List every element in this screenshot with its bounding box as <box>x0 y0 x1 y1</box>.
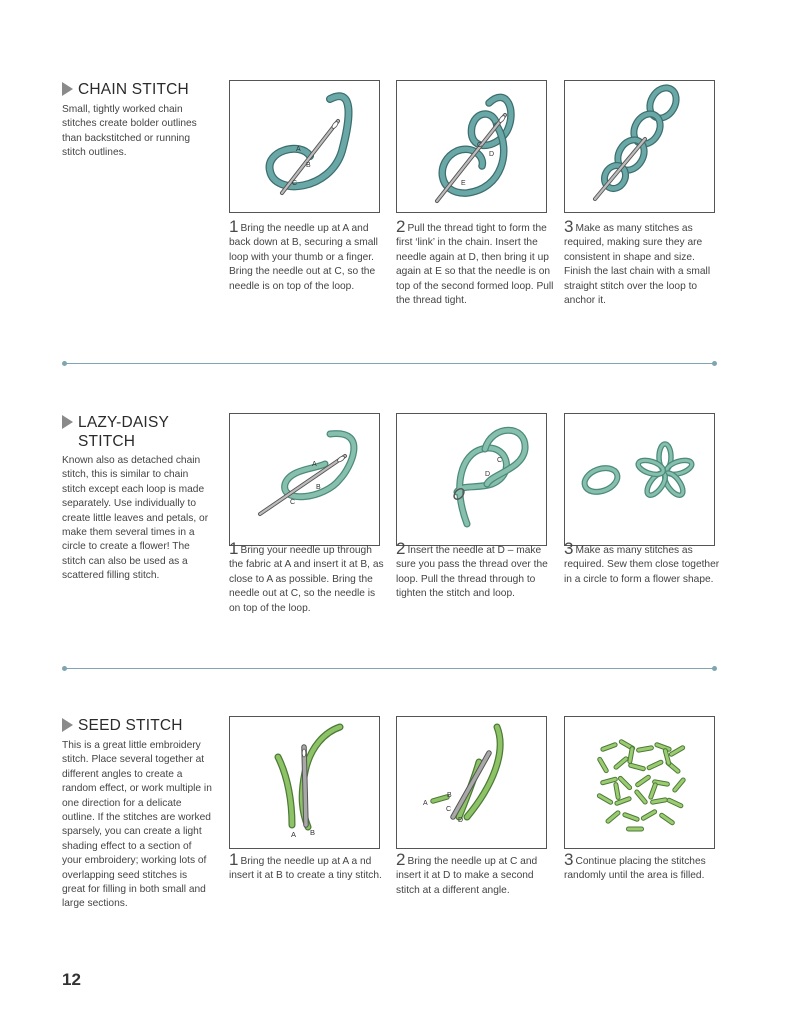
point-label-e: E <box>461 180 466 187</box>
point-label-a: A <box>312 461 317 468</box>
chain-step-2-drawing <box>397 81 548 214</box>
daisy-step-1-text <box>229 539 387 616</box>
step-number: 2 <box>396 217 406 236</box>
point-label-a: A <box>423 800 428 807</box>
seed-step-1-text <box>229 850 387 884</box>
seed-stitch <box>657 745 669 749</box>
daisy-step-3-drawing <box>565 414 716 547</box>
chain-step-1-text <box>229 217 387 294</box>
point-label-d: D <box>489 151 495 158</box>
point-label-c: C <box>290 499 296 506</box>
chain-step-1-drawing <box>230 81 381 214</box>
step-description: Bring the needle up at C and insert it at D to make a second stitch at a different angle. <box>396 856 538 896</box>
section-intro: Known also as detached chain stitch, this is similar to chain stitch except each loop is made separately. Use individually to create little leaves and petals, or make them several times in a circle to create a flower! The stitch can also be used as a scattered filling stitch. <box>62 455 209 582</box>
chain-step-3-text <box>564 217 722 308</box>
chain-step-1-illustration <box>229 80 380 213</box>
section-title <box>62 716 208 735</box>
point-label-c: C <box>477 142 483 149</box>
point-label-d: D <box>485 471 491 478</box>
divider-dot-right <box>712 666 717 671</box>
seed-stitch <box>651 785 655 797</box>
step-description: Bring the needle up at A and back down at B, securing a small loop with your thumb or a finger. Bring the needle out at C, so the needle is on top of the loop. <box>229 223 378 292</box>
step-number: 3 <box>564 850 574 869</box>
step-description: Bring the needle up at A a nd insert it at B to create a tiny stitch. <box>229 856 382 882</box>
chain-step-2-text <box>396 217 554 308</box>
daisy-step-2-drawing <box>397 414 548 547</box>
seed-stitch <box>625 815 637 819</box>
point-label-b: B <box>447 792 452 799</box>
step-number: 2 <box>396 539 406 558</box>
step-number: 1 <box>229 850 239 869</box>
divider-dot-right <box>712 361 717 366</box>
section-title-line-1: LAZY-DAISY <box>78 414 170 431</box>
triangle-bullet-icon <box>62 415 73 429</box>
seed-step-3-drawing <box>565 717 716 850</box>
step-number: 3 <box>564 217 574 236</box>
chain-step-3-illustration <box>564 80 715 213</box>
seed-step-1-drawing <box>230 717 381 850</box>
daisy-step-3-illustration <box>564 413 715 546</box>
step-number: 3 <box>564 539 574 558</box>
point-label-d: D <box>458 817 464 824</box>
page-number: 12 <box>62 970 81 989</box>
point-label-b: B <box>316 484 321 491</box>
section-intro: Small, tightly worked chain stitches create bolder outlines than backstitched or running stitch outlines. <box>62 104 197 159</box>
seed-step-3-text <box>564 850 722 884</box>
seed-stitches <box>599 742 683 829</box>
point-label-a: A <box>296 146 301 153</box>
point-label-c: C <box>446 806 452 813</box>
divider-dot-left <box>62 361 67 366</box>
section-title-text: SEED STITCH <box>78 717 183 734</box>
step-description: Bring your needle up through the fabric at A and insert it at B, as close to A as possible. Bring the needle out at C, so the needle is on top of the loop. <box>229 545 384 614</box>
seed-step-3-illustration <box>564 716 715 849</box>
step-description: Make as many stitches as required. Sew them close together in a circle to form a flower shape. <box>564 545 720 585</box>
seed-stitch <box>603 745 615 749</box>
section-divider <box>64 668 715 669</box>
triangle-bullet-icon <box>62 718 73 732</box>
step-number: 1 <box>229 217 239 236</box>
point-label-b: B <box>310 828 316 837</box>
daisy-step-2-illustration <box>396 413 547 546</box>
daisy-step-2-text <box>396 539 554 602</box>
point-label-c: C <box>292 180 298 187</box>
seed-step-2-text <box>396 850 554 898</box>
section-title <box>62 80 208 99</box>
daisy-step-1-drawing <box>230 414 381 547</box>
seed-step-2-drawing <box>397 717 548 850</box>
chain-step-3-drawing <box>565 81 716 214</box>
daisy-step-1-illustration <box>229 413 380 546</box>
seed-step-1-illustration <box>229 716 380 849</box>
divider-dot-left <box>62 666 67 671</box>
step-description: Insert the needle at D – make sure you pass the thread over the loop. Pull the thread through to tighten the stitch and loop. <box>396 545 548 600</box>
point-label-c: C <box>497 457 503 464</box>
point-label-b: B <box>306 162 311 169</box>
section-title-text: CHAIN STITCH <box>78 81 189 98</box>
section-title-line-2: STITCH <box>78 433 136 450</box>
seed-step-2-illustration <box>396 716 547 849</box>
chain-step-2-illustration <box>396 80 547 213</box>
daisy-step-3-text <box>564 539 722 587</box>
step-number: 2 <box>396 850 406 869</box>
step-number: 1 <box>229 539 239 558</box>
step-description: Continue placing the stitches randomly until the area is filled. <box>564 856 706 882</box>
step-description: Pull the thread tight to form the first ‘link’ in the chain. Insert the needle again at D, then bring it up again at E so that the needle is on top of the second formed loop. Pull the thread tight. <box>396 223 554 307</box>
triangle-bullet-icon <box>62 82 73 96</box>
step-description: Make as many stitches as required, making sure they are consistent in shape and size. Finish the last chain with a small straight stitch over the loop to anchor it. <box>564 223 711 307</box>
section-intro: This is a great little embroidery stitch. Place several together at different angles to create a random effect, or work multiple in one direction for a delicate outline. If the stitches are worked sparsely, you can create a light shading effect to a section of your embroidery; working lots of overlapping seed stitches is great for filling in both small and large sections. <box>62 740 212 910</box>
section-title <box>62 413 208 451</box>
section-divider <box>64 363 715 364</box>
point-label-a: A <box>291 830 297 839</box>
